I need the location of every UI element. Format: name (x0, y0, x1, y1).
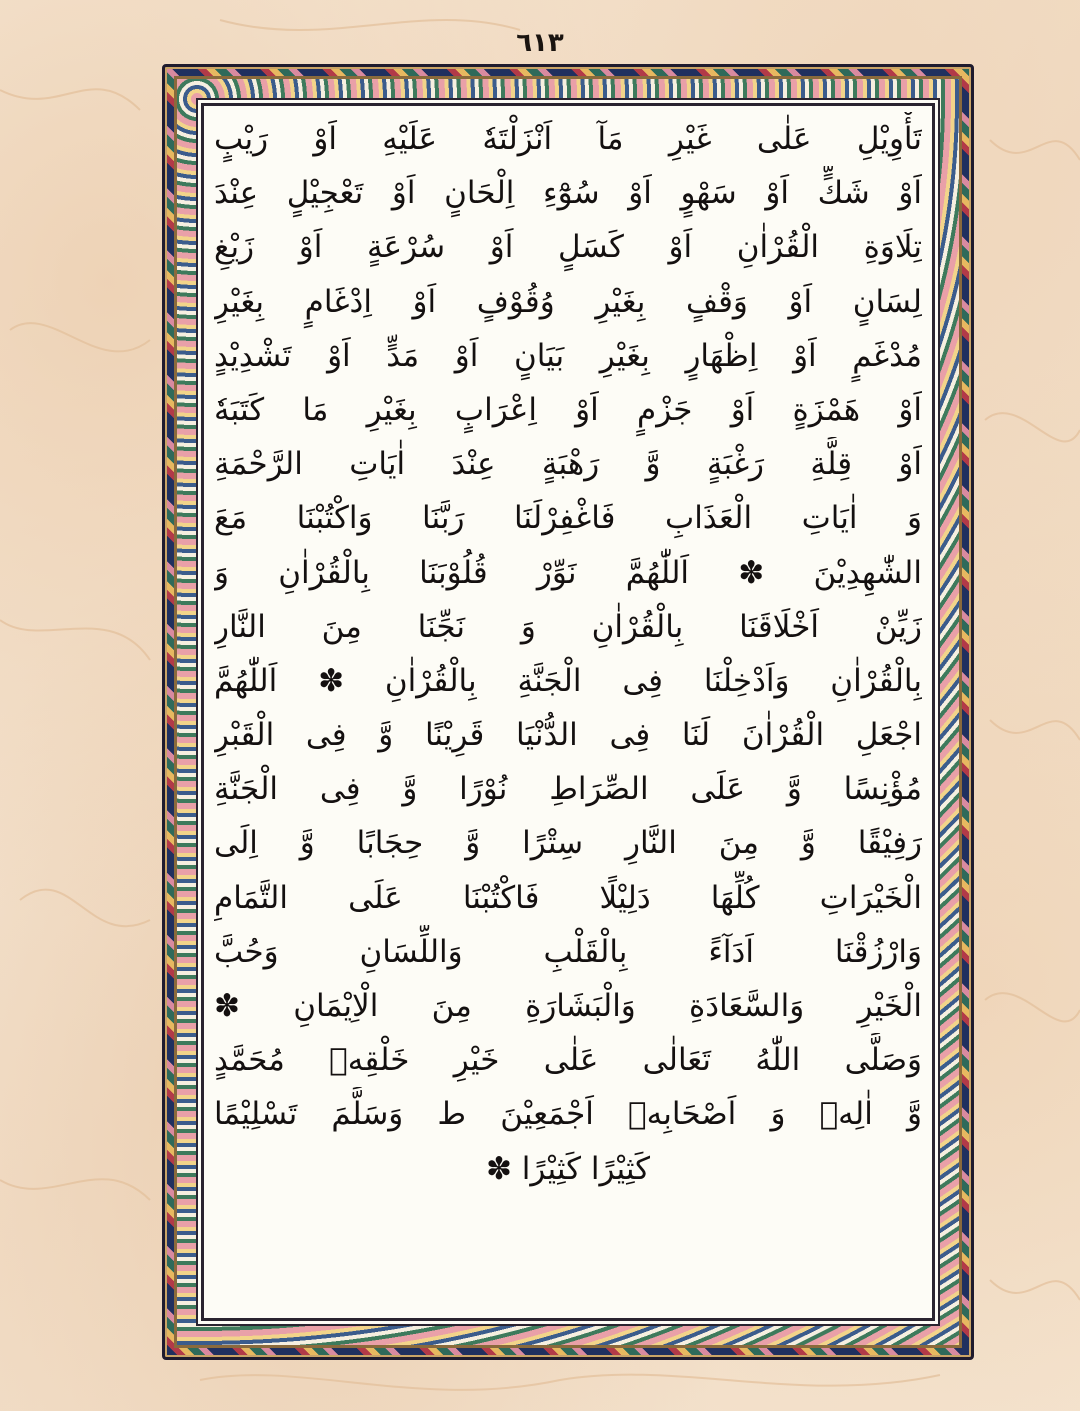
text-line: اَوْ هَمْزَةٍ اَوْ جَزْمٍ اَوْ اِعْرَابٍ بِغَيْرِ مَا كَتَبَهٗ (214, 391, 922, 428)
page-number: ٦١٣ (516, 28, 564, 58)
text-line: اَوْ شَكٍّ اَوْ سَهْوٍ اَوْ سُوْٓءِ اِلْحَانٍ اَوْ تَعْجِيْلٍ عِنْدَ (214, 175, 922, 212)
text-line: تِلَاوَةِ الْقُرْاٰنِ اَوْ كَسَلٍ اَوْ سُرْعَةٍ اَوْ زَيْغِ (214, 229, 922, 266)
text-line: لِسَانٍ اَوْ وَقْفٍ بِغَيْرِ وُقُوْفٍ اَوْ اِدْغَامٍ بِغَيْرِ (214, 283, 922, 320)
text-line: الشّٰهِدِيْنَ ✽ اَللّٰهُمَّ نَوِّرْ قُلُوْبَنَا بِالْقُرْاٰنِ وَ (214, 554, 922, 591)
text-line: اَوْ قِلَّةِ رَغْبَةٍ وَّ رَهْبَةٍ عِنْدَ اٰيَاتِ الرَّحْمَةِ (214, 446, 922, 483)
text-line: بِالْقُرْاٰنِ وَاَدْخِلْنَا فِى الْجَنَّةِ بِالْقُرْاٰنِ ✽ اَللّٰهُمَّ (214, 662, 922, 699)
text-line: تَأْوِيْلِ عَلٰى غَيْرِ مَآ اَنْزَلْتَهٗ عَلَيْهِ اَوْ رَيْبٍ (214, 121, 922, 157)
text-line: رَفِيْقًا وَّ مِنَ النَّارِ سِتْرًا وَّ حِجَابًا وَّ اِلَى (214, 825, 922, 862)
text-line: الْخَيْرَاتِ كُلِّهَا دَلِيْلًا فَاكْتُبْنَا عَلَى التَّمَامِ (214, 879, 922, 916)
text-line: زَيِّنْ اَخْلَاقَنَا بِالْقُرْاٰنِ وَ نَجِّنَا مِنَ النَّارِ (214, 608, 922, 645)
text-line: اجْعَلِ الْقُرْاٰنَ لَنَا فِى الدُّنْيَا قَرِيْنًا وَّ فِى الْقَبْرِ (214, 717, 922, 754)
text-line: الْخَيْرِ وَالسَّعَادَةِ وَالْبَشَارَةِ مِنَ الْاِيْمَانِ ✽ (214, 988, 922, 1024)
arabic-text-block (214, 112, 922, 1196)
text-line: وَارْزُقْنَا اَدَآءً بِالْقَلْبِ وَاللِّسَانِ وَحُبَّ (214, 933, 922, 970)
text-line: كَثِيْرًا كَثِيْرًا ✽ (485, 1150, 651, 1187)
text-line: مُدْغَمٍ اَوْ اِظْهَارٍ بِغَيْرِ بَيَانٍ اَوْ مَدٍّ اَوْ تَشْدِيْدٍ (214, 337, 922, 374)
text-line: وَ اٰيَاتِ الْعَذَابِ فَاغْفِرْلَنَا رَبَّنَا وَاكْتُبْنَا مَعَ (214, 500, 922, 537)
text-line: وَصَلَّى اللّٰهُ تَعَالٰى عَلٰى خَيْرِ خَلْقِهٖ مُحَمَّدٍ (214, 1042, 922, 1079)
text-line: مُؤْنِسًا وَّ عَلَى الصِّرَاطِ نُوْرًا وَّ فِى الْجَنَّةِ (214, 771, 922, 808)
text-line: وَّ اٰلِهٖ وَ اَصْحَابِهٖ اَجْمَعِيْنَ ط وَسَلَّمَ تَسْلِيْمًا (214, 1096, 922, 1133)
